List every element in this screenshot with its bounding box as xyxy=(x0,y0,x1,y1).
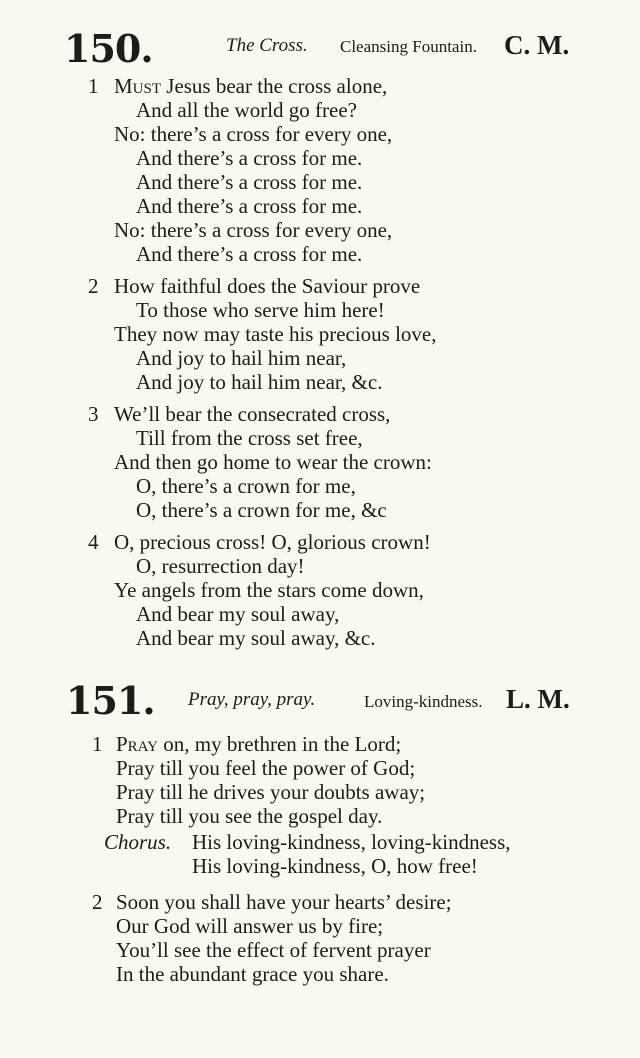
verse-line: And then go home to wear the crown: xyxy=(114,450,432,474)
verse-line: And bear my soul away, &c. xyxy=(136,626,376,650)
verse-line: How faithful does the Saviour prove xyxy=(114,274,421,298)
verse-number: 3 xyxy=(88,402,99,426)
verse-line: No: there’s a cross for every one, xyxy=(114,122,393,146)
verse-number: 1 xyxy=(88,74,99,98)
verse-line: O, resurrection day! xyxy=(136,554,305,578)
hymn-151-header xyxy=(0,680,640,732)
verse-first-word: Pray xyxy=(116,732,158,756)
hymn-151-number: 151. xyxy=(66,678,155,723)
verse-line: In the abundant grace you share. xyxy=(116,962,389,986)
hymn-150-meter: C. M. xyxy=(504,30,570,60)
verse-number: 2 xyxy=(92,890,103,914)
verse-line xyxy=(116,732,401,756)
verse-line: And all the world go free? xyxy=(136,98,358,122)
verse-line: And there’s a cross for me. xyxy=(136,242,363,266)
verse-line: And there’s a cross for me. xyxy=(136,170,363,194)
chorus-label: Chorus. xyxy=(104,830,172,854)
hymn-151-meter: L. M. xyxy=(506,684,570,714)
verse-line: Till from the cross set free, xyxy=(136,426,363,450)
verse-line: We’ll bear the consecrated cross, xyxy=(114,402,391,426)
verse-line: And joy to hail him near, &c. xyxy=(136,370,383,394)
verse-line: You’ll see the effect of fervent prayer xyxy=(116,938,431,962)
hymn-151-tune: Loving-kindness. xyxy=(364,692,483,711)
verse-first-rest: Jesus bear the cross alone, xyxy=(161,74,388,98)
verse-line: No: there’s a cross for every one, xyxy=(114,218,393,242)
verse-line: They now may taste his precious love, xyxy=(114,322,437,346)
verse-line: Pray till he drives your doubts away; xyxy=(116,780,426,804)
chorus-line: His loving-kindness, loving-kindness, xyxy=(192,830,511,854)
verse-line: Pray till you feel the power of God; xyxy=(116,756,416,780)
verse-line: And joy to hail him near, xyxy=(136,346,347,370)
hymn-151-title: Pray, pray, pray. xyxy=(188,689,316,710)
verse-number: 1 xyxy=(92,732,103,756)
verse-line: O, there’s a crown for me, &c xyxy=(136,498,387,522)
verse-line: O, there’s a crown for me, xyxy=(136,474,356,498)
verse-number: 4 xyxy=(88,530,99,554)
verse-line: Ye angels from the stars come down, xyxy=(114,578,424,602)
verse-first-rest: on, my brethren in the Lord; xyxy=(157,732,402,756)
verse-line: O, precious cross! O, glorious crown! xyxy=(114,530,431,554)
verse-line: Pray till you see the gospel day. xyxy=(116,804,383,828)
verse-line: And bear my soul away, xyxy=(136,602,340,626)
hymn-150-title: The Cross. xyxy=(226,35,308,56)
chorus-line: His loving-kindness, O, how free! xyxy=(192,854,478,878)
verse-number: 2 xyxy=(88,274,99,298)
hymn-150-header xyxy=(0,28,640,80)
verse-line: Soon you shall have your hearts’ desire; xyxy=(116,890,452,914)
hymn-150-number: 150. xyxy=(64,26,153,71)
verse-line xyxy=(114,74,387,98)
verse-line: And there’s a cross for me. xyxy=(136,146,363,170)
verse-first-word: Must xyxy=(114,74,162,98)
verse-line: And there’s a cross for me. xyxy=(136,194,363,218)
verse-line: To those who serve him here! xyxy=(136,298,385,322)
hymn-150-tune: Cleansing Fountain. xyxy=(340,37,477,56)
verse-line: Our God will answer us by fire; xyxy=(116,914,384,938)
